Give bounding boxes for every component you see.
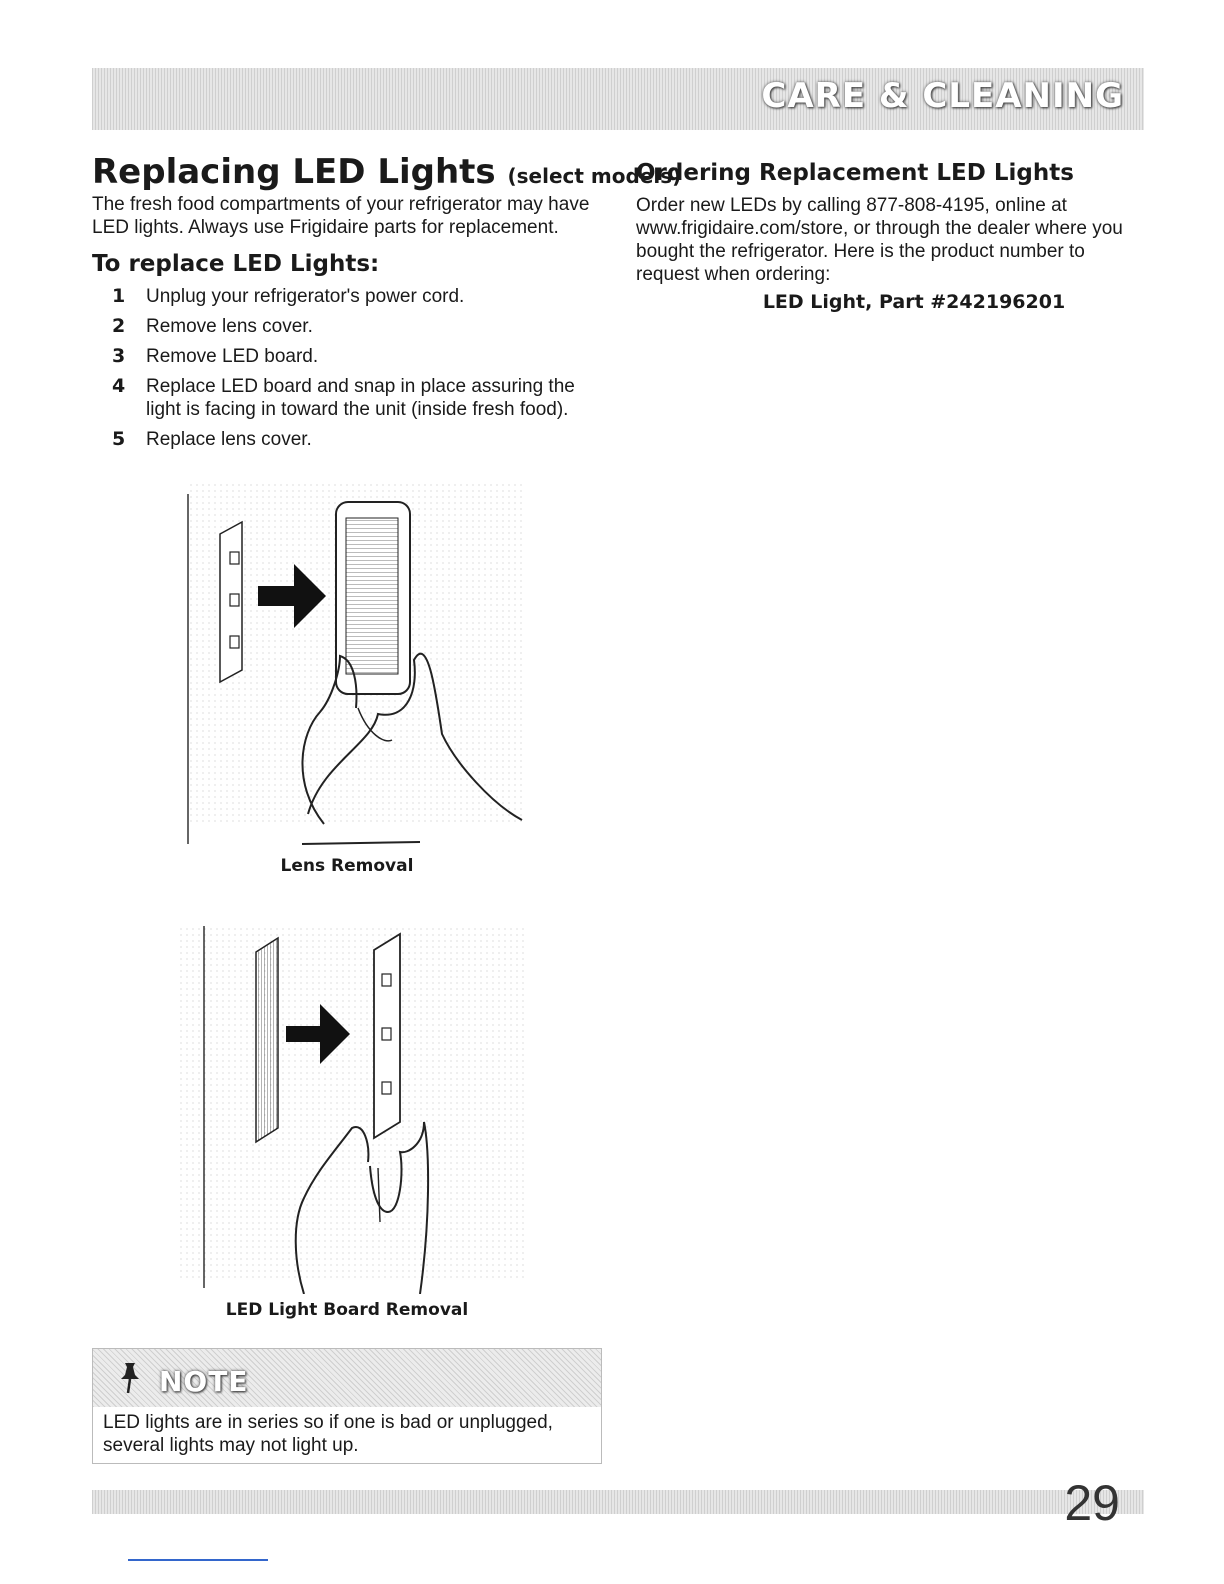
replacing-title-suffix: (select models) (507, 164, 682, 188)
step-item (112, 345, 612, 368)
lens-removal-illustration (172, 484, 528, 846)
step-number: 2 (112, 315, 126, 337)
lens-removal-caption: Lens Removal (280, 856, 414, 876)
step-item (112, 315, 612, 338)
replacing-intro: The fresh food compartments of your refrigerator may have LED lights. Always use Frigidaire parts for replacement. (92, 194, 590, 238)
part-number: LED Light, Part #242196201 (762, 291, 1066, 313)
step-number: 1 (112, 285, 126, 307)
note-title: NOTE (159, 1365, 249, 1398)
board-removal-illustration (174, 922, 530, 1294)
step-text: Replace LED board and snap in place assuring the light is facing in toward the unit (inside fresh food). (146, 376, 575, 420)
step-text: Remove lens cover. (146, 316, 313, 337)
step-item (112, 375, 612, 421)
ordering-title: Ordering Replacement LED Lights (636, 160, 1074, 186)
ordering-text: Order new LEDs by calling 877-808-4195, online at www.frigidaire.com/store, or through the dealer where you bought the refrigerator. Here is the product number to request when ordering: (636, 195, 1123, 285)
step-text: Unplug your refrigerator's power cord. (146, 286, 465, 307)
replace-subheading: To replace LED Lights: (92, 251, 380, 277)
note-box (92, 1348, 602, 1464)
steps-list (112, 285, 612, 458)
board-removal-caption: LED Light Board Removal (225, 1300, 469, 1320)
step-item (112, 285, 612, 308)
step-number: 5 (112, 428, 126, 450)
step-text: Remove LED board. (146, 346, 319, 367)
bottom-rule (128, 1559, 268, 1561)
step-number: 3 (112, 345, 126, 367)
step-item (112, 428, 612, 451)
footer-band (92, 1490, 1144, 1514)
replacing-title-text: Replacing LED Lights (92, 152, 496, 192)
step-text: Replace lens cover. (146, 429, 312, 450)
section-title: CARE & CLEANING (761, 76, 1124, 116)
pushpin-icon (115, 1361, 145, 1395)
step-number: 4 (112, 375, 126, 397)
page-number: 29 (1064, 1475, 1120, 1531)
note-text: LED lights are in series so if one is bad or unplugged, several lights may not light up. (103, 1412, 553, 1456)
replacing-title (92, 152, 681, 192)
